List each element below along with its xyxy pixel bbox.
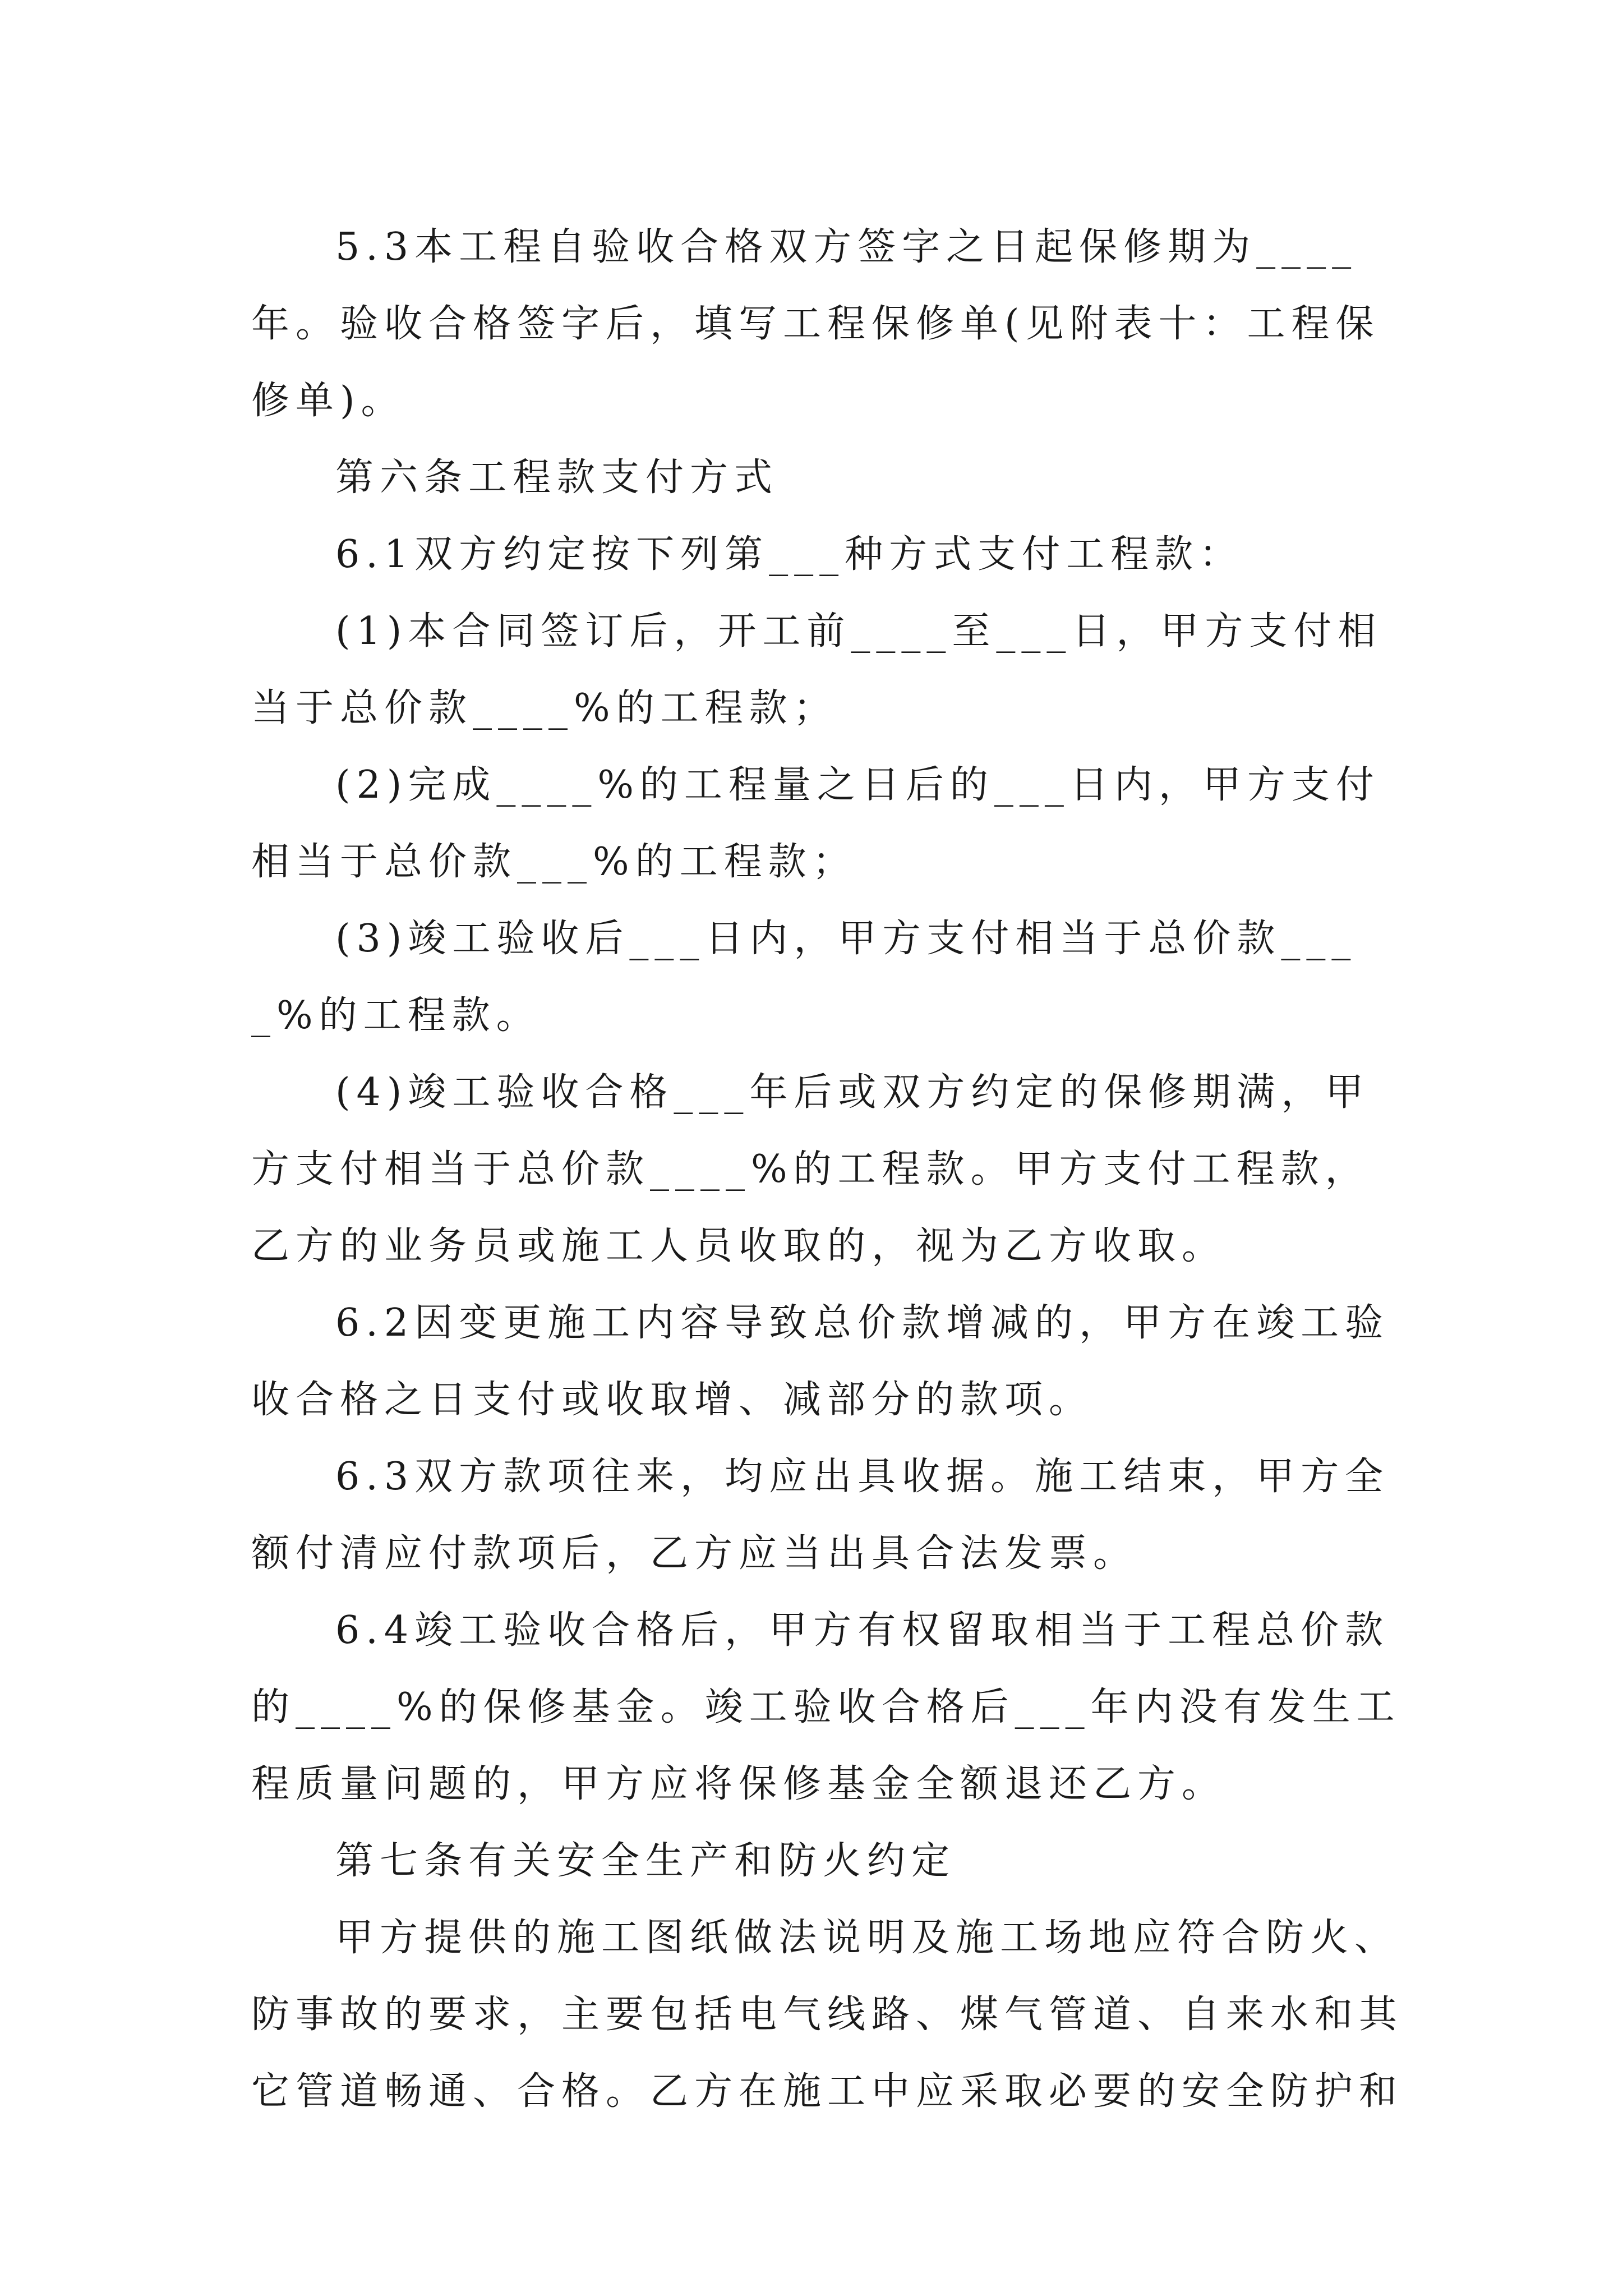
article-6-heading: 第六条工程款支付方式 (335, 455, 779, 500)
clause-6-1-option-2: (2)完成____%的工程量之日后的___日内，甲方支付相当于总价款___%的工程款； (251, 763, 1380, 884)
clause-6-4: 6.4竣工验收合格后，甲方有权留取相当于工程总价款的____%的保修基金。竣工验收合格后___年内没有发生工程质量问题的，甲方应将保修基金全额退还乙方。 (251, 1608, 1401, 1806)
clause-6-1-option-4: (4)竣工验收合格___年后或双方约定的保修期满，甲方支付相当于总价款____%的工程款。甲方支付工程款，乙方的业务员或施工人员收取的，视为乙方收取。 (251, 1070, 1370, 1268)
article-7-heading: 第七条有关安全生产和防火约定 (335, 1839, 956, 1883)
clause-6-1-option-3: (3)竣工验收后___日内，甲方支付相当于总价款____%的工程款。 (251, 917, 1357, 1038)
clause-6-2: 6.2因变更施工内容导致总价款增减的，甲方在竣工验收合格之日支付或收取增、减部分的款项。 (251, 1301, 1390, 1422)
contract-text (251, 209, 1407, 2130)
clause-6-1-option-1: (1)本合同签订后，开工前____至___日，甲方支付相当于总价款____%的工程款； (251, 609, 1382, 730)
clause-6-1: 6.1双方约定按下列第___种方式支付工程款： (335, 532, 1244, 577)
clause-5-3: 5.3本工程自验收合格双方签字之日起保修期为____年。验收合格签字后，填写工程保修单(见附表十：工程保修单)。 (251, 225, 1380, 423)
clause-6-3: 6.3双方款项往来，均应出具收据。施工结束，甲方全额付清应付款项后，乙方应当出具合法发票。 (251, 1455, 1390, 1576)
article-7-body: 甲方提供的施工图纸做法说明及施工场地应符合防火、防事故的要求，主要包括电气线路、煤气管道、自来水和其它管道畅通、合格。乙方在施工中应采取必要的安全防护和 (251, 1916, 1404, 2114)
